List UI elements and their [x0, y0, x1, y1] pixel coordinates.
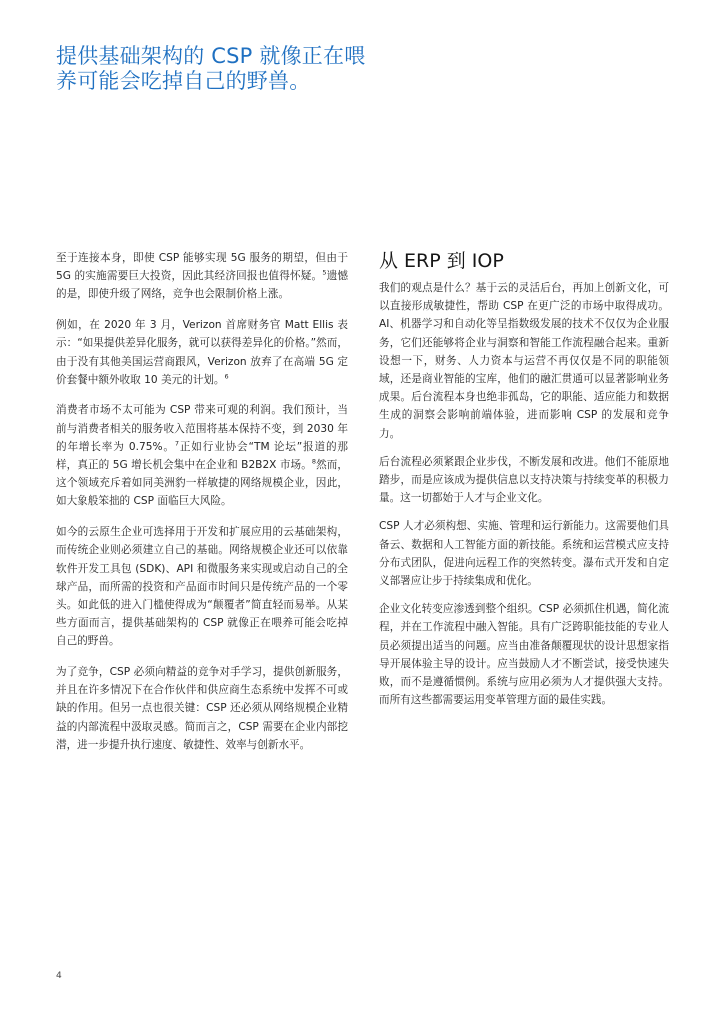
paragraph-verizon — [56, 316, 348, 389]
pull-quote-line-1: 提供基础架构的 CSP 就像正在喂 — [56, 44, 366, 68]
footnote-marker: 8 — [311, 457, 317, 466]
page-number: 4 — [56, 971, 62, 981]
paragraph-text-tail: 然而，这个领域充斥着如同美洲豹一样敏捷的网络规模企业，因此，如大象般笨拙的 CSP 面临巨大风险。 — [56, 459, 348, 508]
left-column — [56, 249, 348, 767]
paragraph-text: 至于连接本身，即使 CSP 能够实现 5G 服务的期望，但由于 5G 的实施需要巨大投资，因此其经济回报也值得怀疑。 — [56, 252, 348, 283]
paragraph-culture: 企业文化转变应渗透到整个组织。CSP 必须抓住机遇，简化流程，并在工作流程中融入智能。具有广泛跨职能技能的专业人员必须提出适当的问题。应当由准备颠覆现状的设计思想家指导开展体验主导的设计。应当鼓励人才不断尝试，接受快速失败，而不是遵循惯例。系统与应用必须为人才提供强大支持。而所有这些都需要运用变革管理方面的最佳实践。 — [379, 603, 669, 707]
pull-quote — [56, 44, 376, 94]
paragraph-text-mid: 正如行业协会“TM 论坛”报道的那样，真正的 5G 增长机会集中在企业和 B2B2X 市场。 — [56, 440, 348, 472]
paragraph-text-tail: 遗憾的是，即使升级了网络，竞争也会限制价格上涨。 — [56, 270, 349, 301]
paragraph-viewpoint: 我们的观点是什么？基于云的灵活后台，再加上创新文化，可以直接形成敏捷性，帮助 CSP 在更广泛的市场中取得成功。AI、机器学习和自动化等呈指数级发展的技术不仅仅为企业服务，它们还能够将企业与洞察和智能工作流程融合起来。重新设想一下，财务、人力资本与运营不再仅仅是不同的职能领域，还是商业智能的宝库，他们的融汇贯通可以显著影响业务成果。后台流程本身也绝非孤岛，它的职能、适应能力和数据生成的洞察会影响前端体验，进而影响 CSP 的发展和竞争力。 — [379, 282, 669, 440]
paragraph-text: 消费者市场不太可能为 CSP 带来可观的利润。我们预计，当前与消费者相关的服务收入范围将基本保持不变，到 2030 年的年增长率为 0.75%。 — [56, 404, 348, 453]
footnote-marker: 5 — [322, 268, 327, 277]
paragraph-consumer-market — [56, 401, 348, 510]
pull-quote-line-2: 养可能会吃掉自己的野兽。 — [56, 69, 311, 93]
paragraph-talent: CSP 人才必须构想、实施、管理和运行新能力。这需要他们具备云、数据和人工智能方面的新技能。系统和运营模式应支持分布式团队，促进向远程工作的突然转变。瀑布式开发和自定义部署应让步于持续集成和优化。 — [379, 520, 669, 588]
paragraph-compete: 为了竞争，CSP 必须向精益的竞争对手学习，提供创新服务，并且在许多情况下在合作伙伴和供应商生态系统中发挥不可或缺的作用。但另一点也很关键：CSP 还必须从网络规模企业精益的内部流程中汲取灵感。简而言之，CSP 需要在企业内部挖潜，进一步提升执行速度、敏捷性、效率与创新水平。 — [56, 666, 348, 751]
section-heading: 从 ERP 到 IOP — [379, 250, 504, 272]
footnote-marker: 7 — [174, 439, 179, 448]
paragraph-text: 例如，在 2020 年 3 月，Verizon 首席财务官 Matt Ellis 表示：“如果提供差异化服务，就可以获得差异化的价格。”然而，由于没有其他美国运营商跟风，Verizon 放弃了在高端 5G 定价套餐中额外收取 10 美元的计划。 — [56, 319, 348, 386]
footnote-marker: 6 — [224, 372, 229, 381]
paragraph-connectivity — [56, 249, 348, 304]
right-column — [379, 249, 669, 719]
paragraph-back-office: 后台流程必须紧跟企业步伐，不断发展和改进。他们不能原地踏步，而是应该成为提供信息以支持决策与持续变革的积极力量。这一切都始于人才与企业文化。 — [379, 455, 669, 505]
paragraph-cloud-native: 如今的云原生企业可选择用于开发和扩展应用的云基础架构，而传统企业则必须建立自己的基础。网络规模企业还可以依靠软件开发工具包 (SDK)、API 和微服务来实现或启动自己的全球产品，而所需的投资和产品面市时间只是传统产品的一个零头。如此低的进入门槛使得成为“颠覆者”简直轻而易举。从某些方面而言，提供基础架构的 CSP 就像正在喂养可能会吃掉自己的野兽。 — [56, 526, 348, 648]
